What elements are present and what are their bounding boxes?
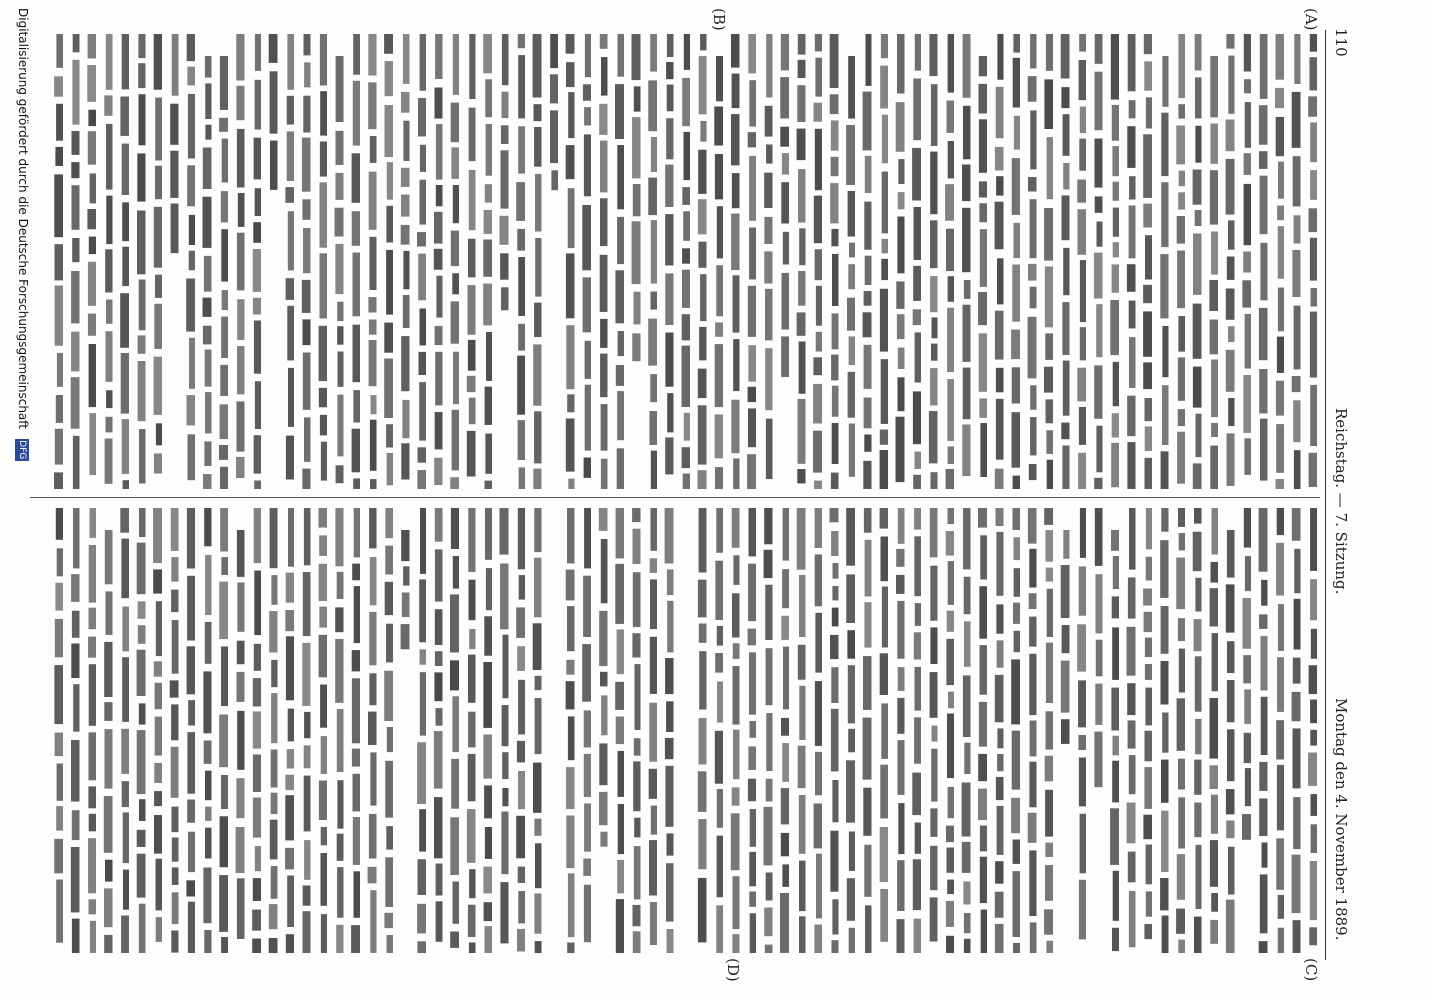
text-line: [137, 34, 146, 484]
text-line: [1226, 34, 1235, 486]
text-line: [450, 34, 459, 489]
text-line: [1226, 530, 1235, 953]
text-line: [1276, 508, 1284, 953]
text-line: [87, 34, 96, 475]
text-lines-left: [30, 34, 1320, 489]
text-line: [1061, 34, 1070, 489]
text-line: [434, 34, 443, 485]
text-line: [978, 508, 987, 953]
text-line: [863, 508, 872, 953]
text-line: [780, 508, 789, 953]
text-line: [1275, 34, 1284, 489]
text-line: [1308, 34, 1317, 487]
text-line: [550, 34, 558, 190]
text-line: [285, 508, 294, 953]
text-line: [319, 34, 327, 481]
text-line: [715, 508, 723, 953]
text-line: [962, 508, 971, 953]
text-line: [1011, 34, 1020, 489]
text-line: [368, 34, 376, 489]
text-line: [582, 34, 591, 478]
text-line: [1292, 34, 1301, 489]
text-line: [912, 34, 921, 489]
text-line: [104, 34, 112, 484]
text-line: [467, 34, 476, 477]
text-line: [401, 34, 410, 480]
text-line: [269, 34, 278, 190]
text-line: [582, 508, 591, 942]
text-line: [665, 508, 674, 953]
text-line: [648, 34, 657, 489]
text-line: [945, 34, 954, 489]
text-line: [880, 508, 888, 942]
text-line: [54, 34, 63, 489]
text-line: [1242, 34, 1251, 475]
text-line: [880, 34, 888, 489]
text-line: [533, 508, 542, 953]
text-line: [1061, 530, 1070, 744]
text-line: [467, 508, 476, 953]
text-line: [500, 508, 509, 943]
text-line: [434, 508, 443, 942]
page-footer: [8, 8, 30, 988]
text-line: [302, 508, 310, 953]
text-line: [1242, 508, 1251, 840]
text-line: [500, 34, 509, 310]
text-line: [830, 34, 839, 489]
text-line: [1160, 56, 1168, 489]
text-line: [120, 508, 129, 953]
text-line: [170, 508, 179, 953]
text-line: [797, 508, 806, 953]
text-line: [1127, 34, 1136, 489]
text-line: [1094, 34, 1103, 489]
text-line: [1044, 508, 1053, 953]
text-line: [203, 56, 212, 489]
text-line: [665, 34, 673, 474]
text-line: [1176, 34, 1185, 484]
text-line: [1077, 508, 1086, 939]
text-line: [682, 34, 691, 489]
text-line: [1110, 34, 1119, 487]
text-line: [516, 34, 525, 489]
text-line: [417, 34, 426, 489]
text-line: [401, 530, 410, 649]
text-line: [88, 508, 96, 953]
text-line: [186, 34, 195, 480]
text-line: [846, 56, 855, 477]
text-column-left: [30, 34, 1320, 489]
text-line: [236, 530, 245, 939]
text-line: [483, 508, 492, 953]
text-line: [285, 34, 294, 480]
text-line: [615, 34, 624, 489]
text-line: [253, 34, 261, 489]
text-line: [615, 508, 624, 953]
text-line: [813, 34, 822, 489]
text-line: [814, 508, 822, 953]
text-line: [1193, 508, 1202, 953]
text-line: [978, 56, 987, 477]
text-line: [863, 34, 872, 489]
text-line: [1193, 34, 1202, 489]
text-line: [1292, 508, 1301, 953]
header-rule: [1325, 30, 1326, 960]
text-line: [714, 56, 723, 489]
text-line: [352, 34, 360, 489]
text-line: [236, 34, 245, 478]
text-line: [995, 508, 1004, 953]
text-line: [599, 34, 607, 489]
text-line: [764, 508, 773, 953]
text-line: [54, 508, 63, 943]
text-line: [1143, 34, 1152, 489]
text-line: [219, 508, 228, 953]
margin-letter-a: (A): [1302, 8, 1320, 31]
text-line: [632, 508, 640, 953]
session-date: Montag den 4. November 1889.: [1332, 698, 1350, 941]
text-line: [384, 34, 393, 485]
text-line: [748, 508, 756, 953]
text-line: [1210, 508, 1219, 944]
text-line: [1110, 530, 1119, 951]
text-line: [1143, 508, 1152, 939]
text-line: [566, 508, 575, 953]
text-line: [698, 34, 707, 489]
text-line: [319, 508, 328, 953]
text-line: [1160, 508, 1168, 953]
margin-letter-d: (D): [724, 958, 742, 982]
text-line: [302, 34, 311, 489]
text-line: [1259, 508, 1268, 953]
text-line: [335, 508, 343, 953]
running-title: Reichstag. — 7. Sitzung.: [1332, 408, 1350, 595]
text-line: [1209, 56, 1218, 489]
text-line: [120, 34, 129, 489]
text-line: [483, 34, 492, 489]
text-line: [153, 508, 162, 942]
column-divider: [30, 497, 1320, 498]
text-line: [450, 508, 459, 948]
text-line: [1094, 508, 1102, 787]
text-line: [946, 508, 954, 953]
text-line: [104, 530, 113, 953]
text-line: [203, 508, 211, 953]
text-line: [1259, 34, 1268, 481]
text-line: [566, 34, 575, 489]
text-line: [1028, 34, 1037, 480]
text-line: [186, 508, 195, 953]
text-line: [912, 508, 921, 953]
text-line: [747, 34, 756, 489]
text-line: [896, 508, 905, 953]
margin-letter-c: (C): [1302, 958, 1320, 982]
text-line: [154, 34, 162, 474]
text-line: [516, 508, 525, 952]
text-line: [368, 508, 377, 953]
text-line: [1011, 508, 1020, 953]
text-line: [1044, 34, 1053, 489]
text-line: [929, 34, 938, 489]
text-line: [1127, 508, 1136, 947]
text-lines-right: [30, 508, 1320, 953]
text-line: [731, 34, 740, 489]
text-line: [930, 508, 938, 942]
page-header: [1328, 28, 1350, 941]
text-line: [962, 34, 971, 476]
page-number: 110: [1332, 28, 1350, 57]
text-line: [649, 508, 657, 945]
text-line: [1077, 34, 1086, 489]
text-line: [384, 508, 393, 953]
text-line: [351, 508, 360, 953]
text-line: [1176, 508, 1185, 953]
text-line: [698, 508, 707, 942]
text-line: [599, 508, 608, 847]
text-line: [71, 508, 80, 953]
text-line: [830, 508, 839, 953]
text-column-right: [30, 508, 1320, 953]
text-line: [417, 508, 426, 953]
text-line: [846, 508, 855, 953]
text-line: [170, 34, 178, 253]
text-line: [137, 508, 146, 953]
dfg-logo: DFG: [17, 440, 28, 460]
text-line: [335, 56, 344, 483]
text-line: [252, 508, 261, 953]
text-line: [731, 508, 740, 953]
text-line: [797, 34, 806, 483]
text-line: [764, 34, 772, 479]
text-line: [269, 508, 278, 953]
text-line: [780, 34, 789, 377]
text-line: [995, 34, 1004, 489]
margin-letter-b: (B): [710, 8, 728, 31]
text-line: [1308, 508, 1317, 945]
text-line: [219, 56, 228, 489]
text-line: [1028, 508, 1037, 953]
text-line: [71, 34, 80, 489]
text-line: [533, 34, 542, 489]
digitization-credit: Digitalisierung gefördert durch die Deutsche Forschungsgemeinschaft: [16, 8, 30, 430]
text-line: [896, 34, 905, 482]
text-line: [632, 34, 641, 361]
